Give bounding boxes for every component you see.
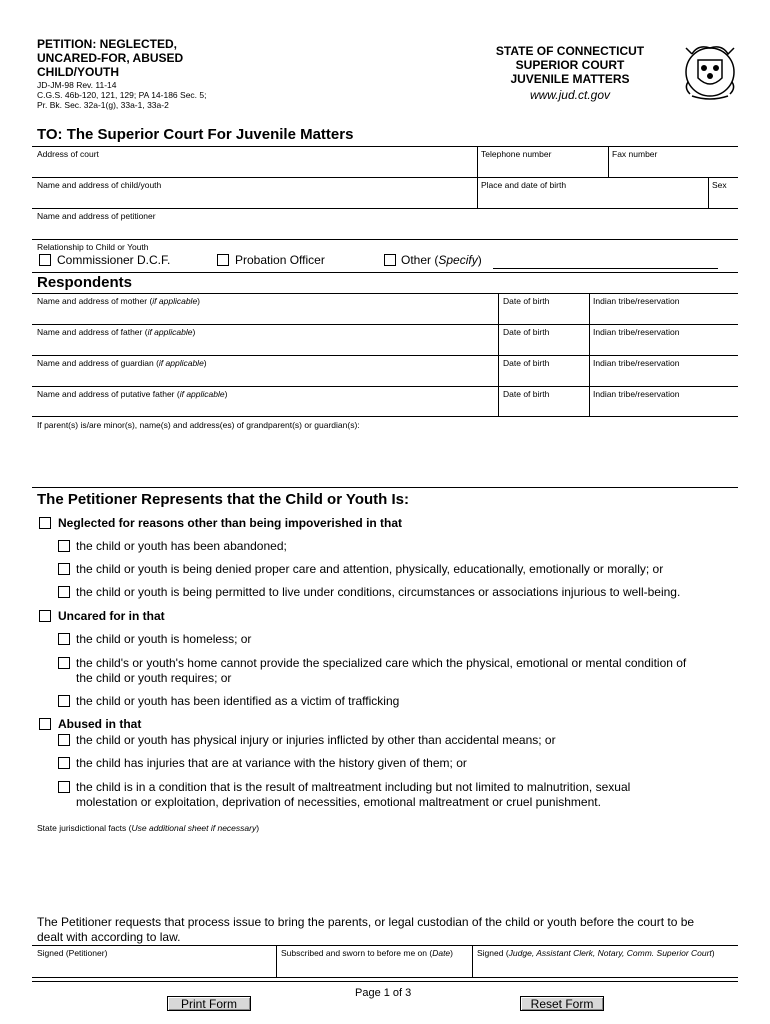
uncared-label: Uncared for in that (58, 609, 165, 623)
homeless-text: the child or youth is homeless; or (76, 632, 252, 646)
birth-field[interactable] (481, 192, 701, 208)
state-line: SUPERIOR COURT (515, 58, 625, 72)
maltreatment-text: the child is in a condition that is the result of maltreatment including but not limited to malnutrition, sexual (76, 780, 631, 794)
petitioner-label: Name and address of petitioner (37, 211, 156, 221)
minor-note: If parent(s) is/are minor(s), name(s) and address(es) of grandparent(s) or guardian(s): (37, 420, 360, 430)
address-of-court-field[interactable] (37, 160, 472, 176)
sex-label: Sex (712, 180, 727, 190)
injurious-conditions-checkbox[interactable] (58, 586, 70, 598)
other-specify-checkbox[interactable] (384, 254, 396, 266)
putative-father-field[interactable] (37, 401, 492, 415)
telephone-field[interactable] (481, 160, 603, 176)
facts-label: State jurisdictional facts (Use additional sheet if necessary) (37, 823, 260, 833)
denied-care-text: the child or youth is being denied proper care and attention, physically, educationally, emotionally or morally; or (76, 562, 664, 576)
other-specify-field[interactable] (493, 254, 718, 269)
mother-dob-label: Date of birth (503, 296, 550, 306)
specialized-care-text: the child's or youth's home cannot provide the specialized care which the physical, emotional or mental condition of (76, 656, 687, 670)
specialized-care-text-cont: the child or youth requires; or (76, 671, 232, 685)
signed-petitioner-label: Signed (Petitioner) (37, 948, 108, 958)
state-heading (470, 44, 670, 86)
sworn-label: Subscribed and sworn to before me on (Date) (281, 948, 454, 958)
birth-label: Place and date of birth (481, 180, 567, 190)
variance-checkbox[interactable] (58, 757, 70, 769)
father-label: Name and address of father (if applicable) (37, 327, 196, 337)
abused-checkbox[interactable] (39, 718, 51, 730)
specialized-care-checkbox[interactable] (58, 657, 70, 669)
statutes-line-1: C.G.S. 46b-120, 121, 129; PA 14-186 Sec. 5; (37, 90, 207, 100)
injurious-conditions-text: the child or youth is being permitted to live under conditions, circumstances or associations injurious to well-being. (76, 585, 681, 599)
form-title (37, 37, 237, 79)
neglected-checkbox[interactable] (39, 517, 51, 529)
father-dob-label: Date of birth (503, 327, 550, 337)
guardian-label: Name and address of guardian (if applicable) (37, 358, 207, 368)
father-field[interactable] (37, 339, 492, 353)
commissioner-dcf-checkbox[interactable] (39, 254, 51, 266)
trafficking-text: the child or youth has been identified as a victim of trafficking (76, 694, 400, 708)
physical-injury-text: the child or youth has physical injury or injuries inflicted by other than accidental means; or (76, 733, 556, 747)
mother-field[interactable] (37, 308, 492, 322)
address-of-court-label: Address of court (37, 149, 99, 159)
title-line: CHILD/YOUTH (37, 65, 119, 79)
website: www.jud.ct.gov (529, 88, 611, 102)
abandoned-text: the child or youth has been abandoned; (76, 539, 287, 553)
child-label: Name and address of child/youth (37, 180, 162, 190)
facts-field[interactable] (37, 836, 732, 906)
state-seal-icon (678, 38, 742, 102)
represents-heading: The Petitioner Represents that the Child or Youth Is: (37, 491, 409, 508)
father-tribe-label: Indian tribe/reservation (593, 327, 680, 337)
sworn-date-field[interactable] (281, 960, 467, 975)
fax-field[interactable] (612, 160, 732, 176)
grandparent-field[interactable] (37, 433, 732, 485)
petitioner-field[interactable] (37, 223, 732, 238)
denied-care-checkbox[interactable] (58, 563, 70, 575)
child-field[interactable] (37, 192, 472, 208)
title-line: PETITION: NEGLECTED, (37, 37, 178, 51)
page-number: Page 1 of 3 (355, 987, 412, 999)
putative-father-label: Name and address of putative father (if applicable) (37, 389, 228, 399)
print-form-button[interactable]: Print Form (167, 996, 251, 1011)
reset-form-button[interactable]: Reset Form (520, 996, 604, 1011)
homeless-checkbox[interactable] (58, 633, 70, 645)
commissioner-dcf-label: Commissioner D.C.F. (57, 253, 171, 267)
putative-father-tribe-label: Indian tribe/reservation (593, 389, 680, 399)
abused-label: Abused in that (58, 717, 142, 731)
maltreatment-text-cont: molestation or exploitation, deprivation of necessities, emotional maltreatment or cruel punishment. (76, 795, 601, 809)
signed-official-label: Signed (Judge, Assistant Clerk, Notary, Comm. Superior Court) (477, 948, 715, 958)
trafficking-checkbox[interactable] (58, 695, 70, 707)
statutes-line-2: Pr. Bk. Sec. 32a-1(g), 33a-1, 33a-2 (37, 100, 169, 110)
uncared-checkbox[interactable] (39, 610, 51, 622)
other-specify-label: Other (Specify) (401, 253, 482, 267)
form-id: JD-JM-98 Rev. 11-14 (37, 80, 117, 90)
probation-officer-label: Probation Officer (235, 253, 325, 267)
court-heading: TO: The Superior Court For Juvenile Matters (37, 126, 354, 143)
mother-tribe-label: Indian tribe/reservation (593, 296, 680, 306)
sex-field[interactable] (712, 192, 734, 208)
state-line: STATE OF CONNECTICUT (495, 44, 645, 58)
state-line: JUVENILE MATTERS (510, 72, 630, 86)
mother-label: Name and address of mother (if applicable) (37, 296, 201, 306)
maltreatment-checkbox[interactable] (58, 781, 70, 793)
request-line-2: dealt with according to law. (37, 930, 181, 944)
respondents-heading: Respondents (37, 274, 133, 291)
variance-text: the child has injuries that are at variance with the history given of them; or (76, 756, 467, 770)
title-line: UNCARED-FOR, ABUSED (37, 51, 184, 65)
putative-father-dob-label: Date of birth (503, 389, 550, 399)
abandoned-checkbox[interactable] (58, 540, 70, 552)
request-line-1: The Petitioner requests that process issue to bring the parents, or legal custodian of the child or youth before the court to be (37, 915, 695, 929)
relationship-label: Relationship to Child or Youth (37, 242, 149, 252)
probation-officer-checkbox[interactable] (217, 254, 229, 266)
telephone-label: Telephone number (481, 149, 552, 159)
guardian-dob-label: Date of birth (503, 358, 550, 368)
neglected-label: Neglected for reasons other than being impoverished in that (58, 516, 403, 530)
fax-label: Fax number (612, 149, 658, 159)
guardian-field[interactable] (37, 370, 492, 384)
guardian-tribe-label: Indian tribe/reservation (593, 358, 680, 368)
physical-injury-checkbox[interactable] (58, 734, 70, 746)
